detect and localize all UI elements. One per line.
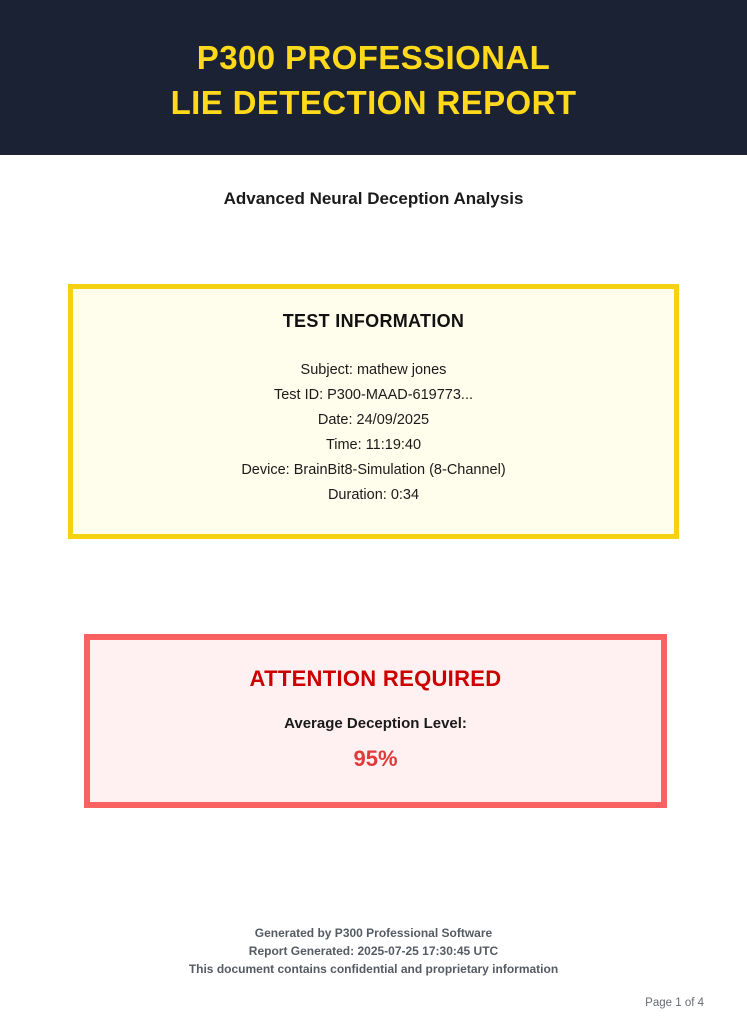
footer-report-generated: Report Generated: 2025-07-25 17:30:45 UTC [248, 944, 499, 958]
test-info-date: Date: 24/09/2025 [317, 412, 430, 428]
footer-confidentiality-notice: This document contains confidential and proprietary information [188, 962, 559, 976]
test-info-device: Device: BrainBit8-Simulation (8-Channel) [241, 462, 506, 478]
test-info-test-id: Test ID: P300-MAAD-619773... [273, 387, 474, 403]
test-information-panel [68, 284, 679, 539]
attention-required-panel [84, 634, 667, 808]
report-title-line-1: P300 PROFESSIONAL [196, 38, 551, 76]
average-deception-level-value: 95% [353, 746, 398, 771]
average-deception-level-label: Average Deception Level: [284, 715, 467, 732]
report-subtitle: Advanced Neural Deception Analysis [223, 189, 524, 208]
test-info-time: Time: 11:19:40 [325, 437, 422, 453]
test-info-duration: Duration: 0:34 [327, 487, 420, 503]
report-footer [0, 924, 747, 978]
report-header-banner [0, 0, 747, 155]
page-number: Page 1 of 4 [645, 997, 704, 1009]
attention-required-title: ATTENTION REQUIRED [249, 666, 502, 691]
test-information-title: TEST INFORMATION [282, 311, 465, 331]
test-info-subject: Subject: mathew jones [300, 362, 447, 378]
report-title-line-2: LIE DETECTION REPORT [170, 83, 577, 121]
footer-generated-by: Generated by P300 Professional Software [254, 926, 493, 940]
